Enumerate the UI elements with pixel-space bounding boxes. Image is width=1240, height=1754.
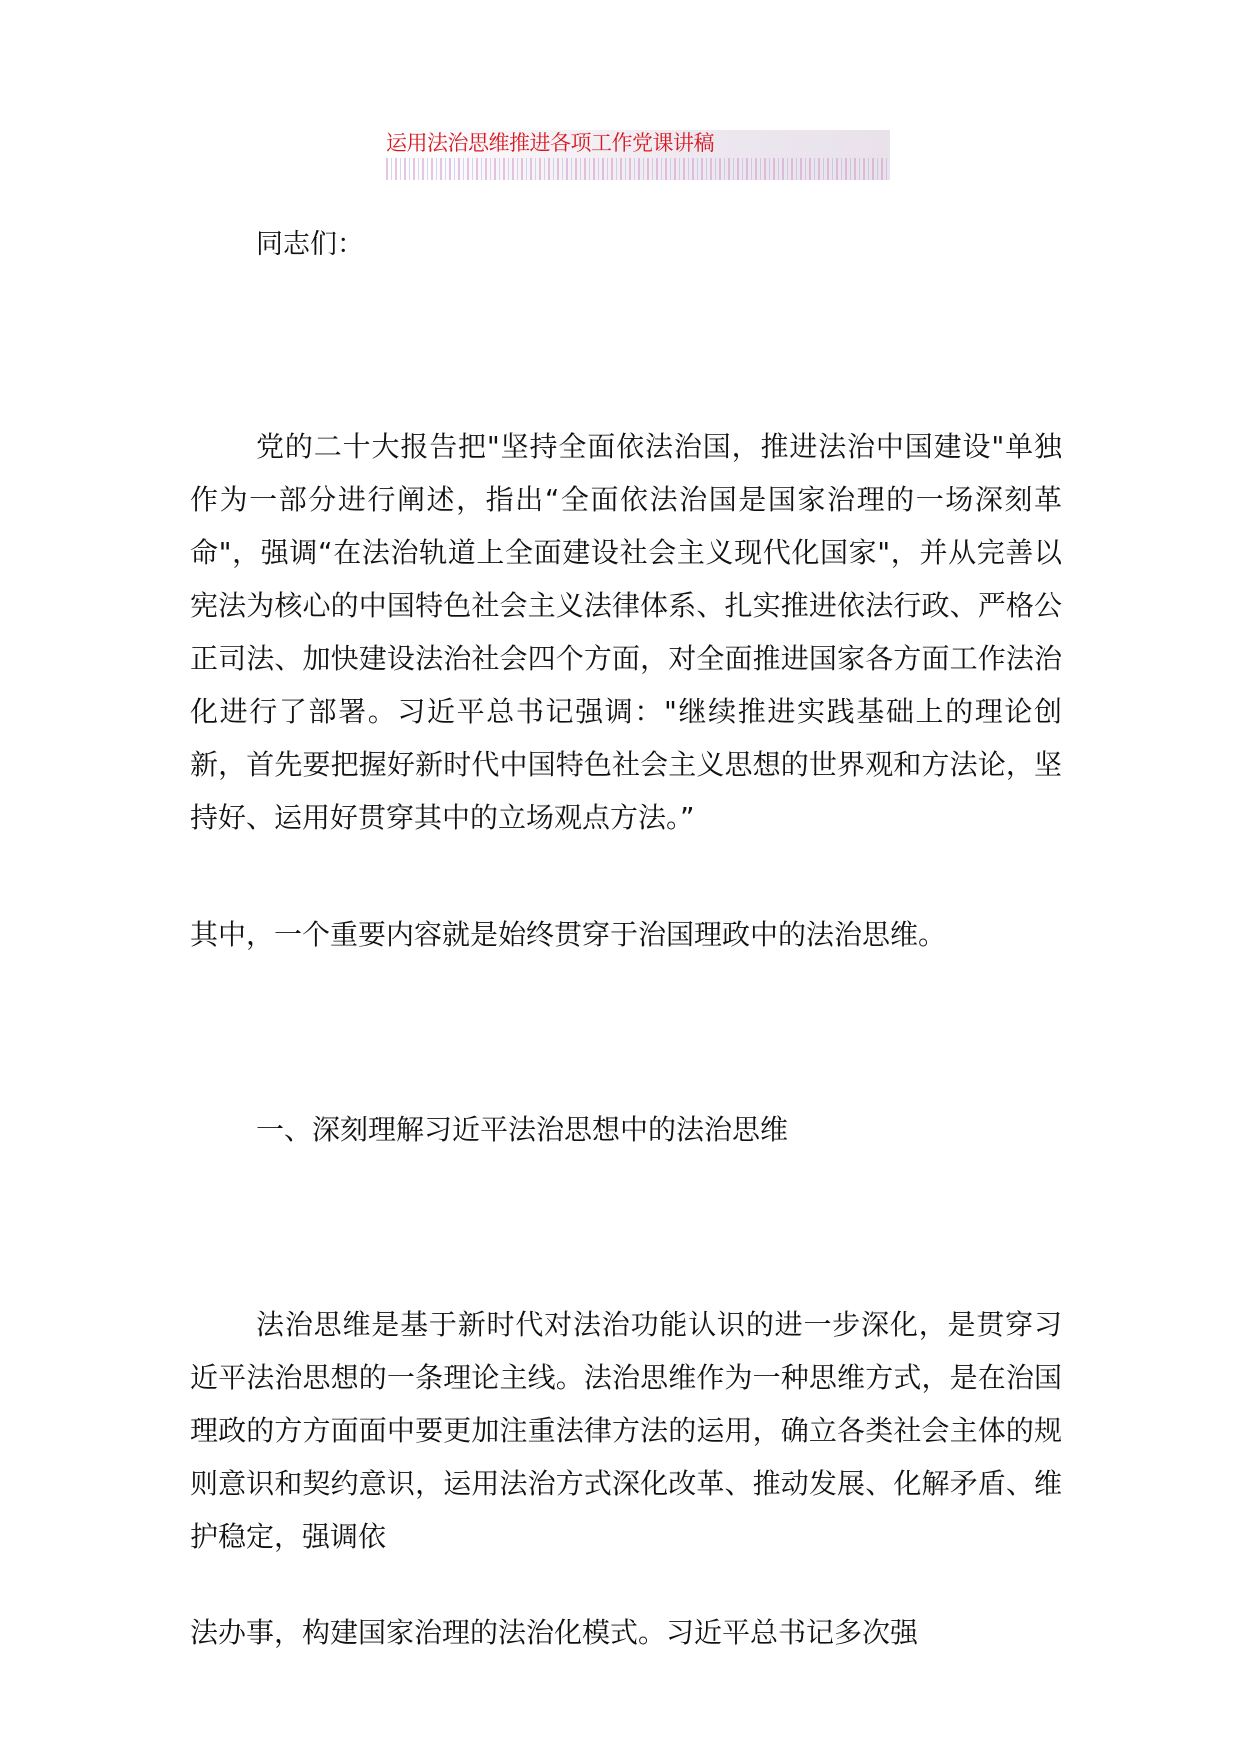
- document-title: 运用法治思维推进各项工作党课讲稿: [386, 131, 714, 155]
- paragraph-summary: 其中，一个重要内容就是始终贯穿于治国理政中的法治思维。: [190, 918, 947, 951]
- paragraph-intro: 党的二十大报告把"坚持全面依法治国，推进法治中国建设"单独作为一部分进行阐述，指出“全面依法治国是国家治理的一场深刻革命"，强调“在法治轨道上全面建设社会主义现代化国家"，并从完善以宪法为核心的中国特色社会主义法律体系、扎实推进依法行政、严格公正司法、加快建设法治社会四个方面，对全面推进国家各方面工作法治化进行了部署。习近平总书记强调："继续推进实践基础上的理论创新，首先要把握好新时代中国特色社会主义思想的世界观和方法论，坚持好、运用好贯穿其中的立场观点方法。”: [190, 430, 1062, 834]
- salutation: 同志们：: [256, 229, 364, 260]
- section-paragraph-1: 法治思维是基于新时代对法治功能认识的进一步深化，是贯穿习近平法治思想的一条理论主线。法治思维作为一种思维方式，是在治国理政的方方面面中要更加注重法律方法的运用，确立各类社会主体的规则意识和契约意识，运用法治方式深化改革、推动发展、化解矛盾、维护稳定，强调依: [190, 1308, 1062, 1553]
- section-heading-1: 一、深刻理解习近平法治思想中的法治思维: [256, 1113, 789, 1146]
- banner-texture: [386, 158, 890, 180]
- section-paragraph-2: 法办事，构建国家治理的法治化模式。习近平总书记多次强: [190, 1616, 919, 1649]
